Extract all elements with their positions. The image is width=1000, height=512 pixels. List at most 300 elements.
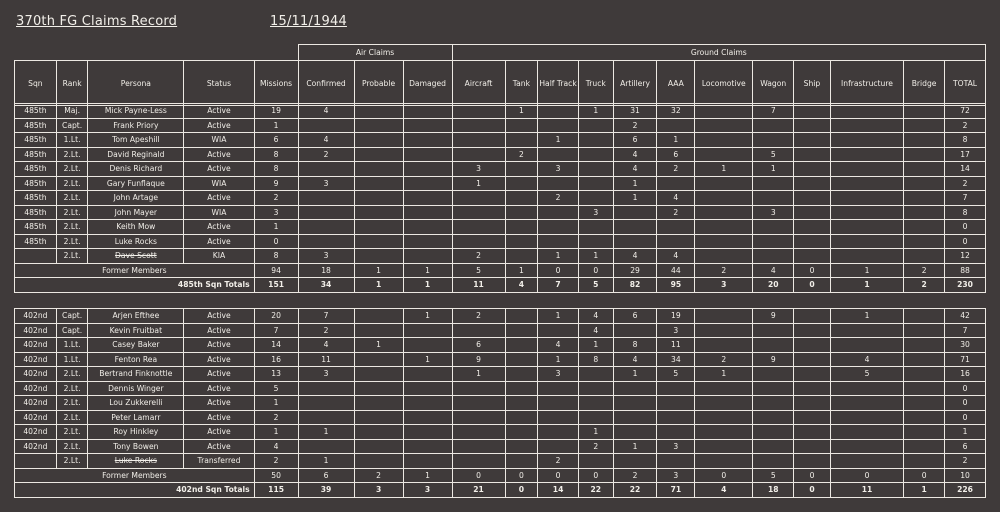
truck-cell	[578, 220, 613, 235]
wagon-cell	[753, 381, 794, 396]
status-cell: Active	[184, 191, 254, 206]
confirmed-cell: 3	[298, 367, 354, 382]
probable-cell: 1	[354, 263, 403, 278]
missions-cell: 8	[254, 147, 298, 162]
table-row	[15, 425, 986, 440]
aaa-cell	[657, 118, 695, 133]
persona-cell: Lou Zukkerelli	[88, 396, 184, 411]
infrastructure-cell	[830, 338, 903, 353]
truck-cell	[578, 367, 613, 382]
damaged-cell: 1	[403, 468, 452, 483]
bridge-cell	[904, 220, 945, 235]
rank-cell: Capt.	[56, 118, 88, 133]
persona-cell: Gary Funflaque	[88, 176, 184, 191]
former-members-label: Former Members	[15, 468, 255, 483]
aaa-cell: 11	[657, 338, 695, 353]
sqn-totals-row	[15, 278, 986, 293]
halftrack-cell: 1	[538, 309, 579, 324]
aircraft-cell	[452, 234, 505, 249]
halftrack-cell	[538, 323, 579, 338]
probable-cell	[354, 234, 403, 249]
ship-cell	[794, 410, 831, 425]
tank-cell	[505, 338, 538, 353]
bridge-cell	[904, 352, 945, 367]
infrastructure-cell: 5	[830, 367, 903, 382]
tank-cell	[505, 220, 538, 235]
col-header-probable: Probable	[354, 61, 403, 106]
bridge-cell	[904, 249, 945, 264]
infrastructure-cell	[830, 249, 903, 264]
ship-cell	[794, 309, 831, 324]
ship-cell	[794, 220, 831, 235]
ship-cell	[794, 367, 831, 382]
damaged-cell	[403, 118, 452, 133]
total-cell: 17	[945, 147, 986, 162]
locomotive-cell	[695, 205, 753, 220]
confirmed-cell	[298, 396, 354, 411]
total-cell: 16	[945, 367, 986, 382]
tank-cell	[505, 396, 538, 411]
damaged-cell	[403, 381, 452, 396]
probable-cell: 3	[354, 483, 403, 498]
document-title: 370th FG Claims Record	[16, 14, 178, 29]
aircraft-cell: 21	[452, 483, 505, 498]
aircraft-cell: 6	[452, 338, 505, 353]
artillery-cell	[613, 381, 657, 396]
rank-cell: 2.Lt.	[56, 191, 88, 206]
total-cell: 12	[945, 249, 986, 264]
status-cell: Active	[184, 118, 254, 133]
halftrack-cell: 2	[538, 191, 579, 206]
probable-cell	[354, 249, 403, 264]
missions-cell: 9	[254, 176, 298, 191]
probable-cell	[354, 205, 403, 220]
document-date: 15/11/1944	[270, 14, 347, 29]
truck-cell: 22	[578, 483, 613, 498]
artillery-cell: 4	[613, 249, 657, 264]
halftrack-cell: 14	[538, 483, 579, 498]
status-cell: WIA	[184, 205, 254, 220]
missions-cell: 1	[254, 118, 298, 133]
truck-cell: 1	[578, 425, 613, 440]
rank-cell: 1.Lt.	[56, 338, 88, 353]
rank-cell: 2.Lt.	[56, 176, 88, 191]
ship-cell	[794, 249, 831, 264]
sqn-cell: 402nd	[15, 367, 57, 382]
wagon-cell	[753, 176, 794, 191]
bridge-cell	[904, 234, 945, 249]
truck-cell: 4	[578, 309, 613, 324]
total-cell: 71	[945, 352, 986, 367]
table-row	[15, 220, 986, 235]
persona-cell: Kevin Fruitbat	[88, 323, 184, 338]
locomotive-cell	[695, 234, 753, 249]
total-cell: 0	[945, 410, 986, 425]
rank-cell: Maj.	[56, 104, 88, 119]
status-cell: Active	[184, 439, 254, 454]
damaged-cell	[403, 249, 452, 264]
missions-cell: 20	[254, 309, 298, 324]
table-row	[15, 352, 986, 367]
damaged-cell	[403, 410, 452, 425]
damaged-cell	[403, 338, 452, 353]
rank-cell: 2.Lt.	[56, 454, 88, 469]
locomotive-cell	[695, 220, 753, 235]
status-cell: Active	[184, 220, 254, 235]
locomotive-cell	[695, 338, 753, 353]
total-cell: 2	[945, 118, 986, 133]
artillery-cell	[613, 234, 657, 249]
locomotive-cell	[695, 249, 753, 264]
truck-cell: 2	[578, 439, 613, 454]
probable-cell	[354, 309, 403, 324]
aircraft-cell: 2	[452, 309, 505, 324]
bridge-cell: 2	[904, 278, 945, 293]
sqn-totals-label: 485th Sqn Totals	[15, 278, 255, 293]
artillery-cell	[613, 396, 657, 411]
locomotive-cell	[695, 104, 753, 119]
artillery-cell: 4	[613, 162, 657, 177]
col-header-confirmed: Confirmed	[298, 61, 354, 106]
tank-cell	[505, 309, 538, 324]
rank-cell: 2.Lt.	[56, 147, 88, 162]
table-row	[15, 205, 986, 220]
sqn-cell: 485th	[15, 176, 57, 191]
aircraft-cell	[452, 439, 505, 454]
sqn-cell: 485th	[15, 220, 57, 235]
truck-cell: 8	[578, 352, 613, 367]
status-cell: Active	[184, 323, 254, 338]
damaged-cell	[403, 176, 452, 191]
sqn-cell	[15, 454, 57, 469]
total-cell: 7	[945, 323, 986, 338]
rank-cell: 2.Lt.	[56, 220, 88, 235]
confirmed-cell: 18	[298, 263, 354, 278]
artillery-cell	[613, 205, 657, 220]
wagon-cell: 20	[753, 278, 794, 293]
damaged-cell	[403, 425, 452, 440]
missions-cell: 19	[254, 104, 298, 119]
tank-cell	[505, 205, 538, 220]
aircraft-cell: 5	[452, 263, 505, 278]
aircraft-cell	[452, 191, 505, 206]
col-header-half-track: Half Track	[538, 61, 579, 106]
damaged-cell	[403, 439, 452, 454]
aaa-cell: 19	[657, 309, 695, 324]
infrastructure-cell	[830, 323, 903, 338]
total-cell: 42	[945, 309, 986, 324]
tank-cell: 0	[505, 468, 538, 483]
bridge-cell	[904, 425, 945, 440]
aircraft-cell: 1	[452, 176, 505, 191]
probable-cell	[354, 367, 403, 382]
sqn-cell	[15, 249, 57, 264]
aaa-cell: 44	[657, 263, 695, 278]
locomotive-cell: 3	[695, 278, 753, 293]
missions-cell: 1	[254, 425, 298, 440]
ship-cell	[794, 338, 831, 353]
bridge-cell	[904, 396, 945, 411]
missions-cell: 2	[254, 410, 298, 425]
col-header-artillery: Artillery	[613, 61, 657, 106]
missions-cell: 4	[254, 439, 298, 454]
locomotive-cell	[695, 410, 753, 425]
halftrack-cell: 7	[538, 278, 579, 293]
persona-cell: Keith Mow	[88, 220, 184, 235]
aircraft-cell	[452, 118, 505, 133]
ship-cell: 0	[794, 483, 831, 498]
tank-cell	[505, 162, 538, 177]
probable-cell	[354, 439, 403, 454]
infrastructure-cell	[830, 191, 903, 206]
sqn-cell: 402nd	[15, 381, 57, 396]
wagon-cell	[753, 220, 794, 235]
artillery-cell: 1	[613, 439, 657, 454]
halftrack-cell	[538, 220, 579, 235]
aaa-cell: 2	[657, 205, 695, 220]
ship-cell	[794, 454, 831, 469]
truck-cell: 3	[578, 205, 613, 220]
sqn-cell: 485th	[15, 191, 57, 206]
col-header-aircraft: Aircraft	[452, 61, 505, 106]
infrastructure-cell: 0	[830, 468, 903, 483]
wagon-cell	[753, 133, 794, 148]
tank-cell	[505, 118, 538, 133]
confirmed-cell: 4	[298, 104, 354, 119]
aircraft-cell: 11	[452, 278, 505, 293]
confirmed-cell	[298, 439, 354, 454]
persona-cell: Frank Priory	[88, 118, 184, 133]
damaged-cell: 3	[403, 483, 452, 498]
former-members-row	[15, 263, 986, 278]
tank-cell	[505, 367, 538, 382]
total-cell: 0	[945, 381, 986, 396]
aircraft-cell	[452, 147, 505, 162]
status-cell: Active	[184, 147, 254, 162]
status-cell: Transferred	[184, 454, 254, 469]
total-cell: 8	[945, 205, 986, 220]
probable-cell	[354, 220, 403, 235]
aaa-cell: 2	[657, 162, 695, 177]
tank-cell	[505, 425, 538, 440]
ship-cell: 0	[794, 468, 831, 483]
bridge-cell: 1	[904, 483, 945, 498]
damaged-cell	[403, 205, 452, 220]
artillery-cell: 4	[613, 147, 657, 162]
halftrack-cell: 4	[538, 338, 579, 353]
persona-cell: Dennis Winger	[88, 381, 184, 396]
col-header-bridge: Bridge	[904, 61, 945, 106]
sqn-totals-row	[15, 483, 986, 498]
halftrack-cell	[538, 381, 579, 396]
table-row	[15, 410, 986, 425]
missions-cell: 3	[254, 205, 298, 220]
tank-cell	[505, 133, 538, 148]
table-row	[15, 147, 986, 162]
artillery-cell: 2	[613, 468, 657, 483]
wagon-cell	[753, 338, 794, 353]
aircraft-cell	[452, 205, 505, 220]
tank-cell	[505, 191, 538, 206]
status-cell: Active	[184, 396, 254, 411]
missions-cell: 94	[254, 263, 298, 278]
sqn-cell: 485th	[15, 234, 57, 249]
tank-cell	[505, 381, 538, 396]
ship-cell	[794, 104, 831, 119]
truck-cell	[578, 234, 613, 249]
locomotive-cell: 2	[695, 352, 753, 367]
col-header-ship: Ship	[794, 61, 831, 106]
aaa-cell	[657, 410, 695, 425]
artillery-cell: 1	[613, 176, 657, 191]
aircraft-cell	[452, 410, 505, 425]
sqn-cell: 485th	[15, 147, 57, 162]
table-row	[15, 454, 986, 469]
tank-cell	[505, 410, 538, 425]
halftrack-cell: 0	[538, 263, 579, 278]
ship-cell	[794, 162, 831, 177]
locomotive-cell	[695, 176, 753, 191]
truck-cell	[578, 176, 613, 191]
status-cell: Active	[184, 104, 254, 119]
bridge-cell	[904, 133, 945, 148]
damaged-cell: 1	[403, 309, 452, 324]
truck-cell	[578, 191, 613, 206]
aircraft-cell	[452, 104, 505, 119]
ship-cell: 0	[794, 263, 831, 278]
ship-cell	[794, 234, 831, 249]
missions-cell: 2	[254, 454, 298, 469]
bridge-cell	[904, 176, 945, 191]
rank-cell: 2.Lt.	[56, 249, 88, 264]
probable-cell	[354, 133, 403, 148]
probable-cell: 1	[354, 338, 403, 353]
status-cell: Active	[184, 425, 254, 440]
locomotive-cell	[695, 133, 753, 148]
sqn-cell: 485th	[15, 104, 57, 119]
halftrack-cell: 3	[538, 367, 579, 382]
confirmed-cell	[298, 162, 354, 177]
persona-cell: Peter Lamarr	[88, 410, 184, 425]
wagon-cell	[753, 439, 794, 454]
truck-cell: 5	[578, 278, 613, 293]
rank-cell: 2.Lt.	[56, 205, 88, 220]
table-row	[15, 396, 986, 411]
total-cell: 0	[945, 234, 986, 249]
truck-cell: 0	[578, 468, 613, 483]
truck-cell: 1	[578, 249, 613, 264]
table-row	[15, 338, 986, 353]
wagon-cell	[753, 323, 794, 338]
rank-cell: 1.Lt.	[56, 133, 88, 148]
truck-cell	[578, 118, 613, 133]
confirmed-cell: 11	[298, 352, 354, 367]
col-header-truck: Truck	[578, 61, 613, 106]
halftrack-cell	[538, 410, 579, 425]
damaged-cell: 1	[403, 352, 452, 367]
halftrack-cell: 2	[538, 454, 579, 469]
probable-cell	[354, 162, 403, 177]
ship-cell	[794, 133, 831, 148]
bridge-cell	[904, 367, 945, 382]
probable-cell	[354, 381, 403, 396]
probable-cell	[354, 396, 403, 411]
probable-cell	[354, 118, 403, 133]
confirmed-cell	[298, 381, 354, 396]
status-cell: WIA	[184, 133, 254, 148]
tank-cell: 4	[505, 278, 538, 293]
status-cell: WIA	[184, 176, 254, 191]
locomotive-cell	[695, 396, 753, 411]
wagon-cell: 9	[753, 309, 794, 324]
bridge-cell	[904, 338, 945, 353]
halftrack-cell	[538, 396, 579, 411]
bridge-cell	[904, 381, 945, 396]
infrastructure-cell	[830, 425, 903, 440]
missions-cell: 16	[254, 352, 298, 367]
damaged-cell	[403, 234, 452, 249]
probable-cell	[354, 191, 403, 206]
bridge-cell: 0	[904, 468, 945, 483]
aaa-cell	[657, 220, 695, 235]
artillery-cell: 6	[613, 133, 657, 148]
tank-cell	[505, 439, 538, 454]
aircraft-cell: 2	[452, 249, 505, 264]
table-row	[15, 162, 986, 177]
persona-cell: Casey Baker	[88, 338, 184, 353]
persona-cell: David Reginald	[88, 147, 184, 162]
table-row	[15, 439, 986, 454]
tank-cell: 2	[505, 147, 538, 162]
col-header-missions: Missions	[254, 61, 298, 106]
truck-cell: 1	[578, 338, 613, 353]
artillery-cell	[613, 410, 657, 425]
locomotive-cell	[695, 147, 753, 162]
wagon-cell: 18	[753, 483, 794, 498]
col-header-infrastructure: Infrastructure	[830, 61, 903, 106]
truck-cell	[578, 381, 613, 396]
persona-cell: Arjen Efthee	[88, 309, 184, 324]
table-row	[15, 381, 986, 396]
infrastructure-cell	[830, 205, 903, 220]
wagon-cell: 3	[753, 205, 794, 220]
bridge-cell	[904, 162, 945, 177]
artillery-cell: 4	[613, 352, 657, 367]
col-header-rank: Rank	[56, 61, 88, 106]
rank-cell: 2.Lt.	[56, 381, 88, 396]
confirmed-cell: 1	[298, 425, 354, 440]
persona-cell: Mick Payne-Less	[88, 104, 184, 119]
rank-cell: 2.Lt.	[56, 425, 88, 440]
missions-cell: 2	[254, 191, 298, 206]
col-header-total: TOTAL	[945, 61, 986, 106]
artillery-cell: 8	[613, 338, 657, 353]
ship-cell	[794, 118, 831, 133]
missions-cell: 1	[254, 220, 298, 235]
confirmed-cell: 3	[298, 176, 354, 191]
aaa-cell: 71	[657, 483, 695, 498]
aircraft-cell	[452, 323, 505, 338]
truck-cell	[578, 410, 613, 425]
aircraft-cell: 1	[452, 367, 505, 382]
infrastructure-cell: 1	[830, 278, 903, 293]
aaa-cell	[657, 176, 695, 191]
infrastructure-cell	[830, 381, 903, 396]
ship-cell	[794, 191, 831, 206]
aaa-cell: 95	[657, 278, 695, 293]
ship-cell	[794, 323, 831, 338]
infrastructure-cell	[830, 396, 903, 411]
